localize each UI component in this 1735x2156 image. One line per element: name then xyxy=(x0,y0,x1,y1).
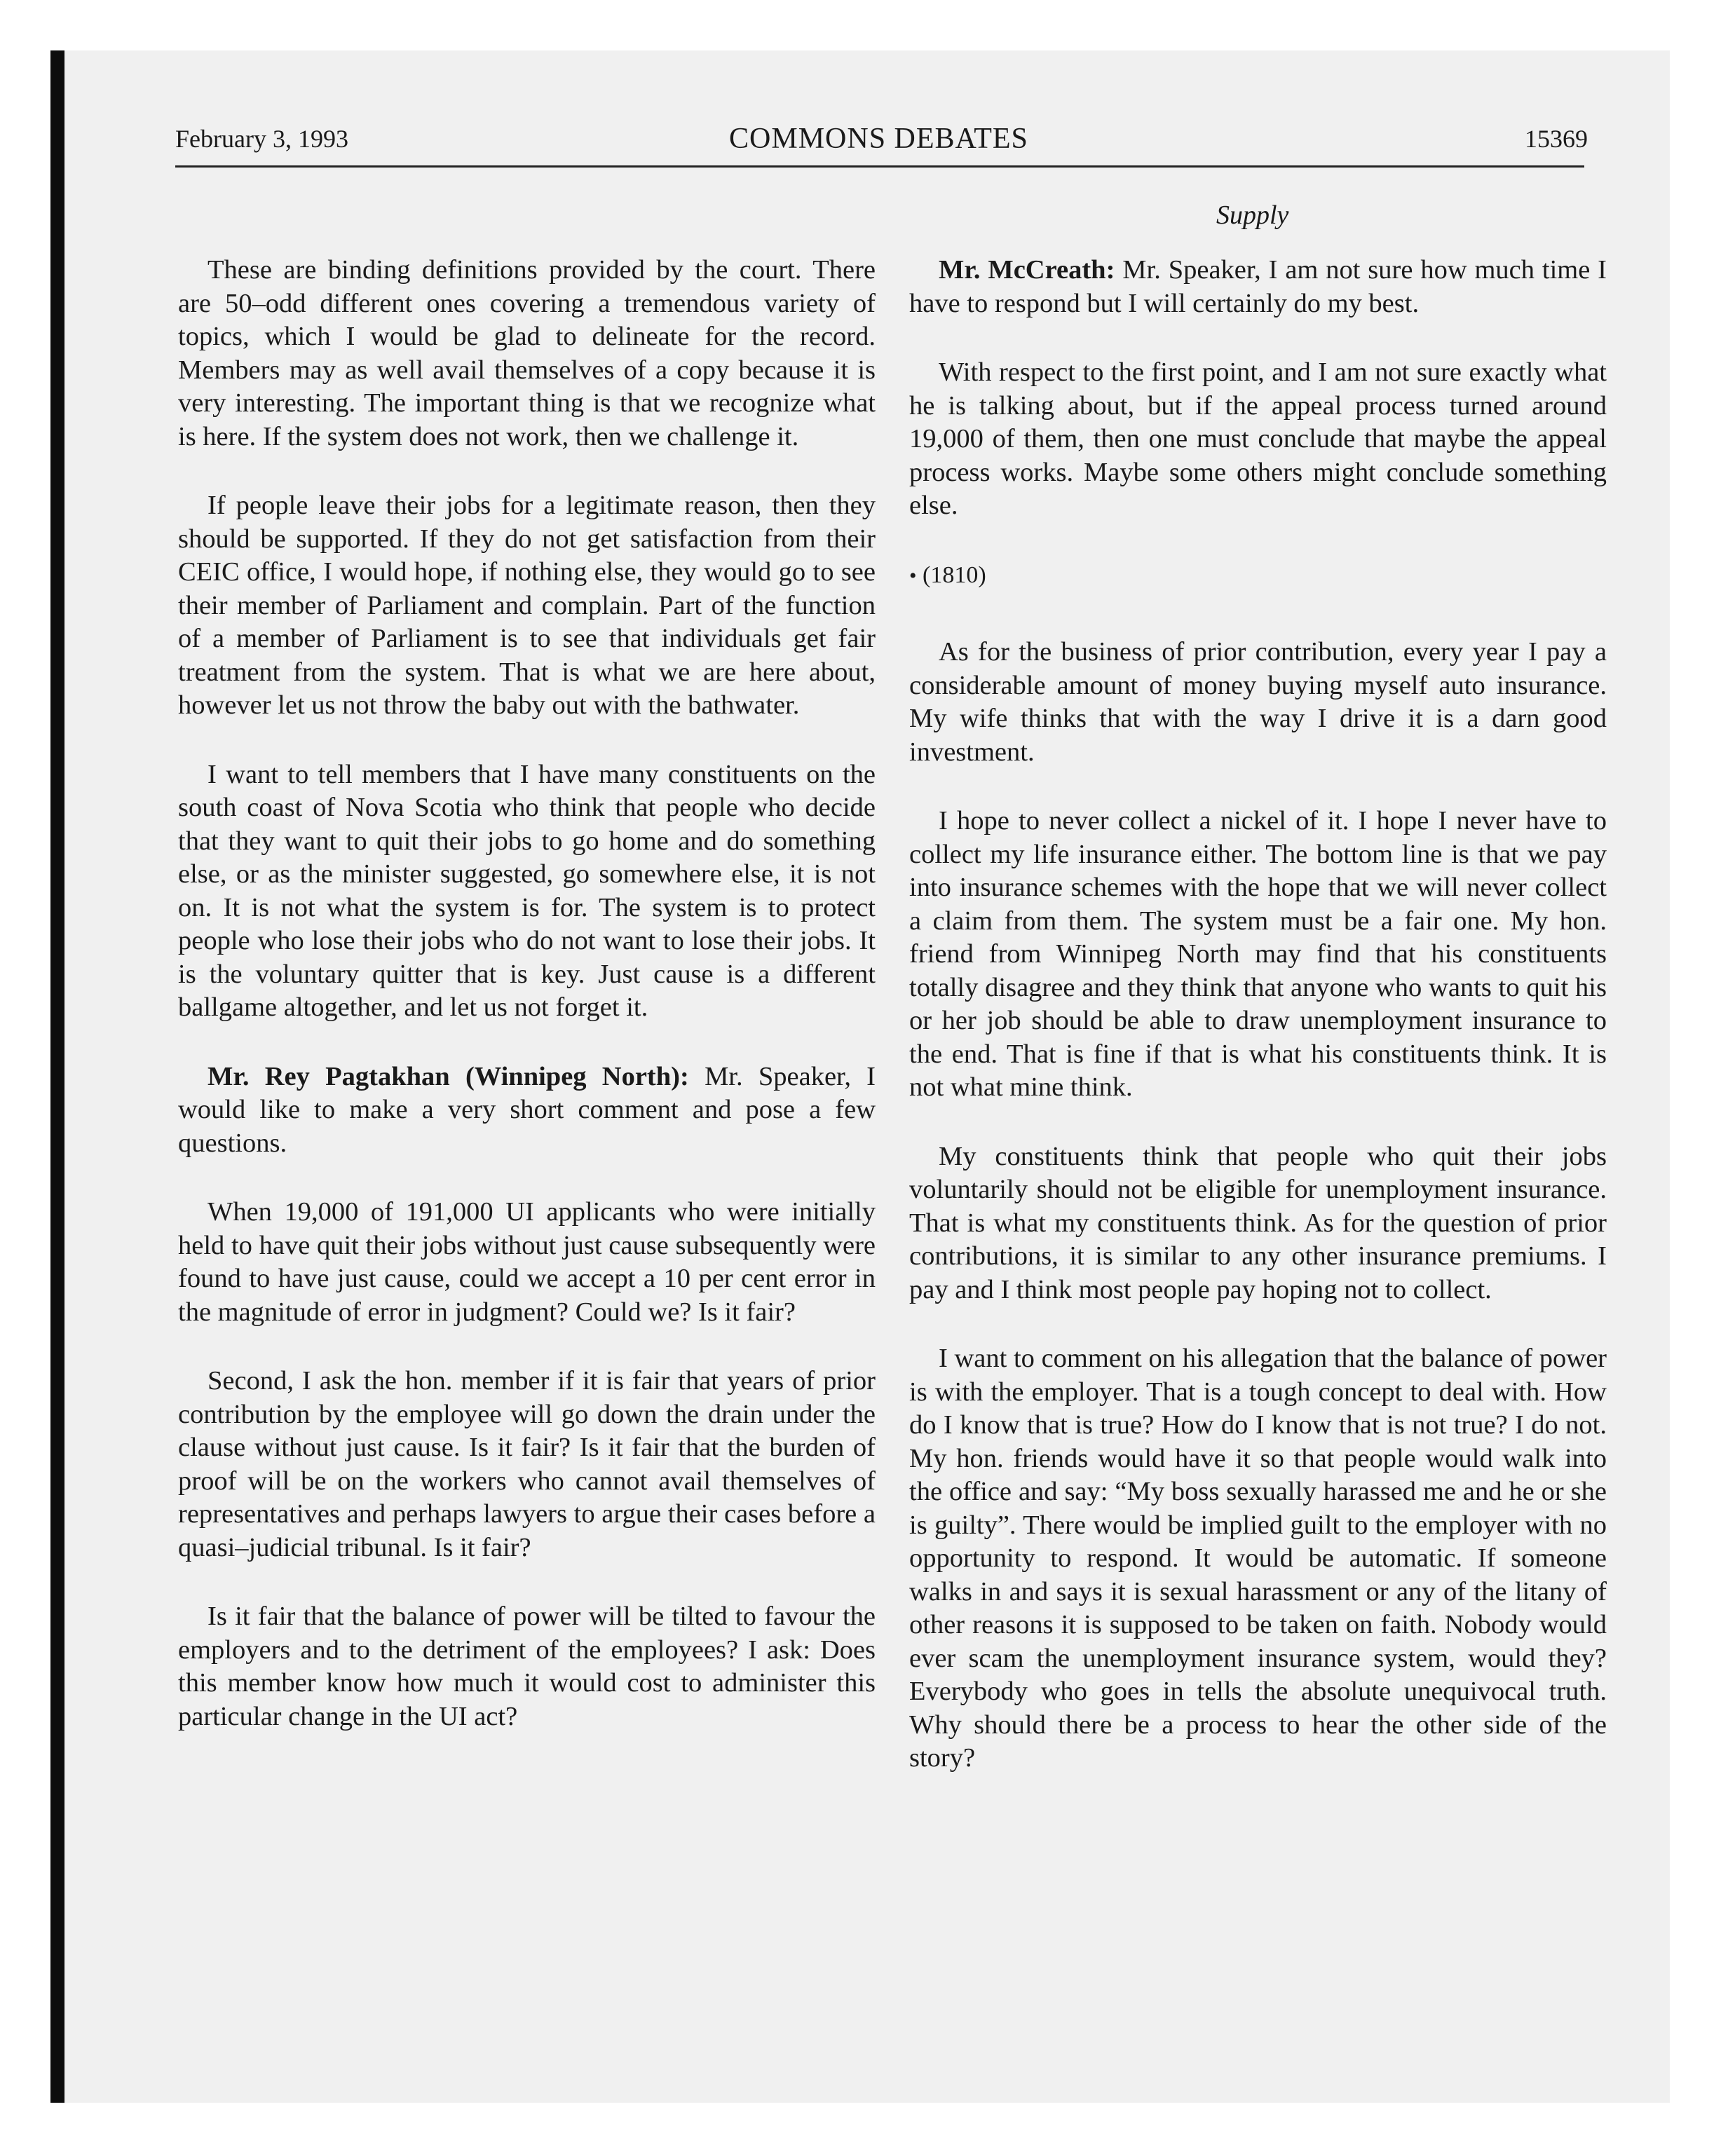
paragraph: I want to tell members that I have many constituents on the south coast of Nova Scotia who think that people who decide that they want to quit their jobs to go home and do something else, or as the minister suggested, go somewhere else, it is not on. It is not what the system is for. The system is to protect people who lose their jobs who do not want to lose their jobs. It is the voluntary quitter that is key. Just cause is a different ballgame altogether, and let us not forget it. xyxy=(178,759,876,1022)
paragraph: With respect to the first point, and I am not sure exactly what he is talking about, but if the appeal process turned around 19,000 of them, then one must conclude that maybe the appeal process works. Maybe some others might conclude something else. xyxy=(909,357,1607,520)
right-column xyxy=(909,254,1607,1811)
speech-text: Mr. Speaker, I am not sure how much time I have to respond but I will certainly do my best. xyxy=(909,255,1607,318)
header-title: COMMONS DEBATES xyxy=(729,123,1028,155)
paragraph: Second, I ask the hon. member if it is fair that years of prior contribution by the employee will go down the drain under the clause without just cause. Is it fair? Is it fair that the burden of proof will be on the workers who cannot avail themselves of representatives and perhaps lawyers to argue their cases before a quasi–judicial tribunal. Is it fair? xyxy=(178,1366,876,1562)
scan-edge xyxy=(50,50,64,2103)
bullet-icon: • xyxy=(909,564,917,587)
time-marker-text: (1810) xyxy=(923,561,986,588)
section-label: Supply xyxy=(1216,200,1289,230)
speaker-name: Mr. McCreath: xyxy=(939,255,1115,285)
page-number: 15369 xyxy=(1525,125,1588,153)
paragraph: If people leave their jobs for a legitimate reason, then they should be supported. If they do not get satisfaction from their CEIC office, I would hope, if nothing else, they would go to see their member of Parliament and complain. Part of the function of a member of Parliament is to see that individuals get fair treatment from the system. That is what we are here about, however let us not throw the baby out with the bathwater. xyxy=(178,491,876,720)
speech-text: Mr. Speaker, I would like to make a very short comment and pose a few questions. xyxy=(178,1061,876,1158)
header-rule xyxy=(175,165,1584,168)
paragraph: I want to comment on his allegation that the balance of power is with the employer. That is a tough concept to deal with. How do I know that is true? How do I know that is not true? I do not. My hon. friends would have it so that people would walk into the office and say: “My boss sexually harassed me and he or she is guilty”. There would be implied guilt to the employer with no opportunity to respond. It would be automatic. If someone walks in and says it is sexual harassment or any of the litany of other reasons it is supposed to be taken on faith. Nobody would ever scam the unemployment insurance system, would they? Everybody who goes in tells the absolute unequivocal truth. Why should there be a process to hear the other side of the story? xyxy=(909,1344,1607,1773)
paragraph: Is it fair that the balance of power will be tilted to favour the employers and to the detriment of the employees? I ask: Does this member know how much it would cost to administer this particular change in the UI act? xyxy=(178,1602,876,1731)
speaker-name: Mr. Rey Pagtakhan (Winnipeg North): xyxy=(207,1061,689,1091)
paragraph: I hope to never collect a nickel of it. I hope I never have to collect my life insurance either. The bottom line is that we pay into insurance schemes with the hope that we will never collect a claim from them. The system must be a fair one. My hon. friend from Winnipeg North may find that his constituents totally disagree and they think that anyone who wants to quit his or her job should be able to draw unemployment insurance to the end. That is fine if that is what his constituents think. It is not what mine think. xyxy=(909,806,1607,1102)
paragraph: When 19,000 of 191,000 UI applicants who were initially held to have quit their jobs without just cause subsequently were found to have just cause, could we accept a 10 per cent error in the magnitude of error in judgment? Could we? Is it fair? xyxy=(178,1197,876,1327)
paragraph: These are binding definitions provided by the court. There are 50–odd different ones covering a tremendous variety of topics, which I would be glad to delineate for the record. Members may as well avail themselves of a copy because it is very interesting. The important thing is that we recognize what is here. If the system does not work, then we challenge it. xyxy=(178,255,876,451)
speaker-paragraph xyxy=(178,1060,876,1161)
paragraph: My constituents think that people who quit their jobs voluntarily should not be eligible for unemployment insurance. That is what my constituents think. As for the question of prior contributions, it is similar to any other insurance premiums. I pay and I think most people pay hoping not to collect. xyxy=(909,1141,1607,1304)
time-marker xyxy=(909,559,1607,593)
header-date: February 3, 1993 xyxy=(175,125,348,153)
speaker-paragraph xyxy=(909,254,1607,320)
paragraph: As for the business of prior contribution, every year I pay a considerable amount of money buying myself auto insurance. My wife thinks that with the way I drive it is a darn good investment. xyxy=(909,637,1607,767)
left-column xyxy=(178,254,876,1769)
